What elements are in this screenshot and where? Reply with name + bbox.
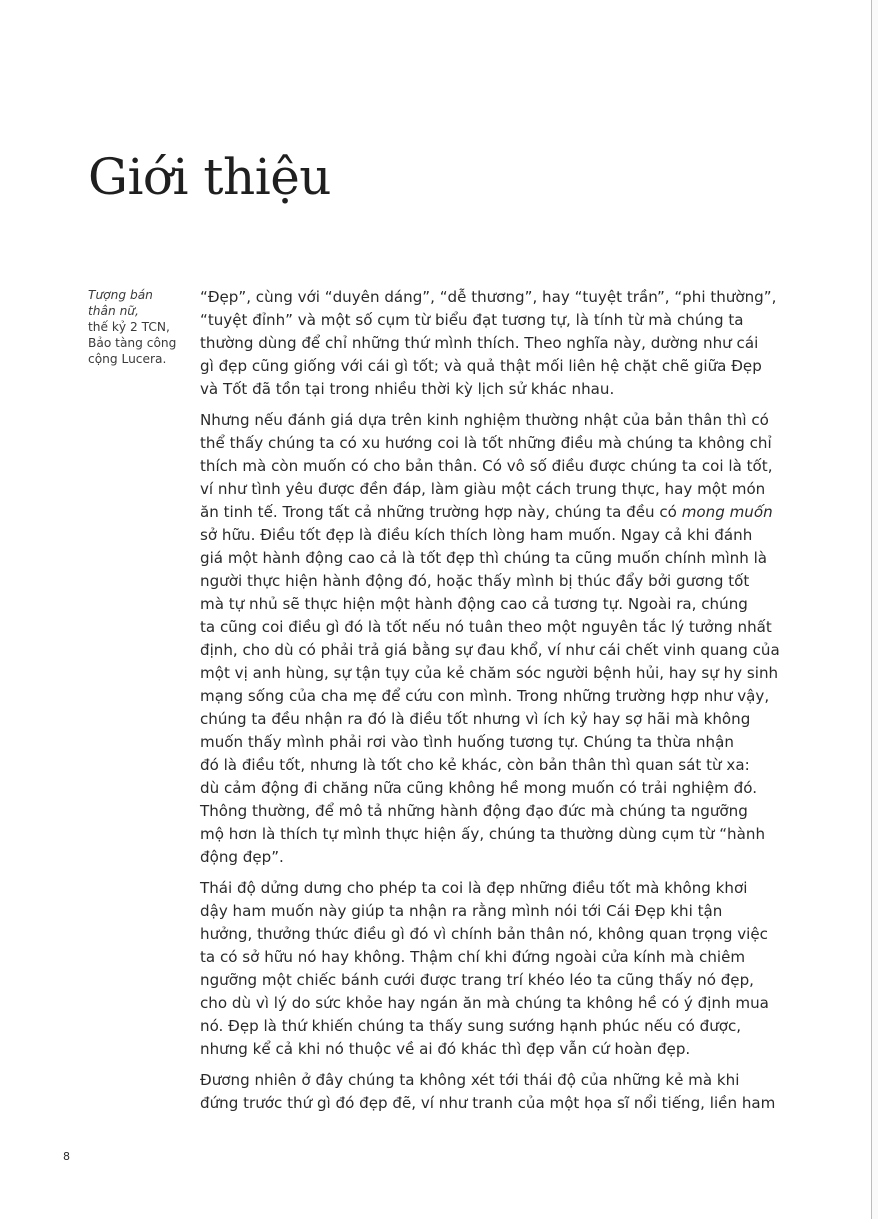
text-line: dù cảm động đi chăng nữa cũng không hề mong muốn có trải nghiệm đó. xyxy=(200,779,758,797)
chapter-title: Giới thiệu xyxy=(88,148,331,206)
paragraph-4 xyxy=(200,1069,804,1115)
text-line: Đương nhiên ở đây chúng ta không xét tới thái độ của những kẻ mà khi xyxy=(200,1071,740,1089)
text-line: ví như tình yêu được đền đáp, làm giàu một cách trung thực, hay một món xyxy=(200,480,766,498)
text-line: “tuyệt đỉnh” và một số cụm từ biểu đạt tương tự, là tính từ mà chúng ta xyxy=(200,311,744,329)
text-line: thường dùng để chỉ những thứ mình thích. Theo nghĩa này, dường như cái xyxy=(200,334,759,352)
caption-line: thế kỷ 2 TCN, xyxy=(88,320,170,334)
text-line: định, cho dù có phải trả giá bằng sự đau khổ, ví như cái chết vinh quang của xyxy=(200,641,780,659)
caption-line: thân nữ, xyxy=(88,304,139,318)
text-line: và Tốt đã tồn tại trong nhiều thời kỳ lịch sử khác nhau. xyxy=(200,380,615,398)
page-number: 8 xyxy=(63,1150,70,1163)
text-line: ta có sở hữu nó hay không. Thậm chí khi đứng ngoài cửa kính mà chiêm xyxy=(200,948,746,966)
text-line: chúng ta đều nhận ra đó là điều tốt nhưng vì ích kỷ hay sợ hãi mà không xyxy=(200,710,751,728)
body-text xyxy=(200,286,804,1123)
text-line: người thực hiện hành động đó, hoặc thấy mình bị thúc đẩy bởi gương tốt xyxy=(200,572,750,590)
page-edge xyxy=(871,0,878,1219)
text-line: gì đẹp cũng giống với cái gì tốt; và quả thật mối liên hệ chặt chẽ giữa Đẹp xyxy=(200,357,762,375)
text-line: ta cũng coi điều gì đó là tốt nếu nó tuân theo một nguyên tắc lý tưởng nhất xyxy=(200,618,772,636)
text-line: mộ hơn là thích tự mình thực hiện ấy, chúng ta thường dùng cụm từ “hành xyxy=(200,825,766,843)
text-line: cho dù vì lý do sức khỏe hay ngán ăn mà chúng ta không hề có ý định mua xyxy=(200,994,769,1012)
text-line: động đẹp”. xyxy=(200,848,284,866)
text-line: giá một hành động cao cả là tốt đẹp thì chúng ta cũng muốn chính mình là xyxy=(200,549,768,567)
text-line: sở hữu. Điều tốt đẹp là điều kích thích lòng ham muốn. Ngay cả khi đánh xyxy=(200,526,753,544)
text-line xyxy=(200,501,804,524)
text-line: thích mà còn muốn có cho bản thân. Có vô số điều được chúng ta coi là tốt, xyxy=(200,457,773,475)
text-line: mạng sống của cha mẹ để cứu con mình. Trong những trường hợp như vậy, xyxy=(200,687,770,705)
caption-line: Bảo tàng công xyxy=(88,336,177,350)
text-line: Thông thường, để mô tả những hành động đạo đức mà chúng ta ngưỡng xyxy=(200,802,748,820)
text-line: ngưỡng một chiếc bánh cưới được trang trí khéo léo ta cũng thấy nó đẹp, xyxy=(200,971,754,989)
text-line: nó. Đẹp là thứ khiến chúng ta thấy sung sướng hạnh phúc nếu có được, xyxy=(200,1017,742,1035)
text-line: một vị anh hùng, sự tận tụy của kẻ chăm sóc người bệnh hủi, hay sự hy sinh xyxy=(200,664,779,682)
text-segment: ăn tinh tế. Trong tất cả những trường hợp này, chúng ta đều có xyxy=(200,503,682,521)
paragraph-1 xyxy=(200,286,804,401)
text-line: Thái độ dửng dưng cho phép ta coi là đẹp những điều tốt mà không khơi xyxy=(200,879,748,897)
caption-line: cộng Lucera. xyxy=(88,352,167,366)
paragraph-3 xyxy=(200,877,804,1061)
text-line: dậy ham muốn này giúp ta nhận ra rằng mình nói tới Cái Đẹp khi tận xyxy=(200,902,723,920)
text-line: nhưng kể cả khi nó thuộc về ai đó khác thì đẹp vẫn cứ hoàn đẹp. xyxy=(200,1040,691,1058)
text-line: hưởng, thưởng thức điều gì đó vì chính bản thân nó, không quan trọng việc xyxy=(200,925,768,943)
text-line: thể thấy chúng ta có xu hướng coi là tốt những điều mà chúng ta không chỉ xyxy=(200,434,772,452)
text-line: đó là điều tốt, nhưng là tốt cho kẻ khác, còn bản thân thì quan sát từ xa: xyxy=(200,756,750,774)
paragraph-2 xyxy=(200,409,804,869)
text-line: mà tự nhủ sẽ thực hiện một hành động cao cả tương tự. Ngoài ra, chúng xyxy=(200,595,748,613)
text-line: “Đẹp”, cùng với “duyên dáng”, “dễ thương”, hay “tuyệt trần”, “phi thường”, xyxy=(200,288,777,306)
text-line: đứng trước thứ gì đó đẹp đẽ, ví như tranh của một họa sĩ nổi tiếng, liền ham xyxy=(200,1094,776,1112)
text-line: Nhưng nếu đánh giá dựa trên kinh nghiệm thường nhật của bản thân thì có xyxy=(200,411,769,429)
figure-caption xyxy=(88,287,188,367)
caption-line: Tượng bán xyxy=(88,288,153,302)
emphasis-text: mong muốn xyxy=(681,503,773,521)
text-line: muốn thấy mình phải rơi vào tình huống tương tự. Chúng ta thừa nhận xyxy=(200,733,734,751)
